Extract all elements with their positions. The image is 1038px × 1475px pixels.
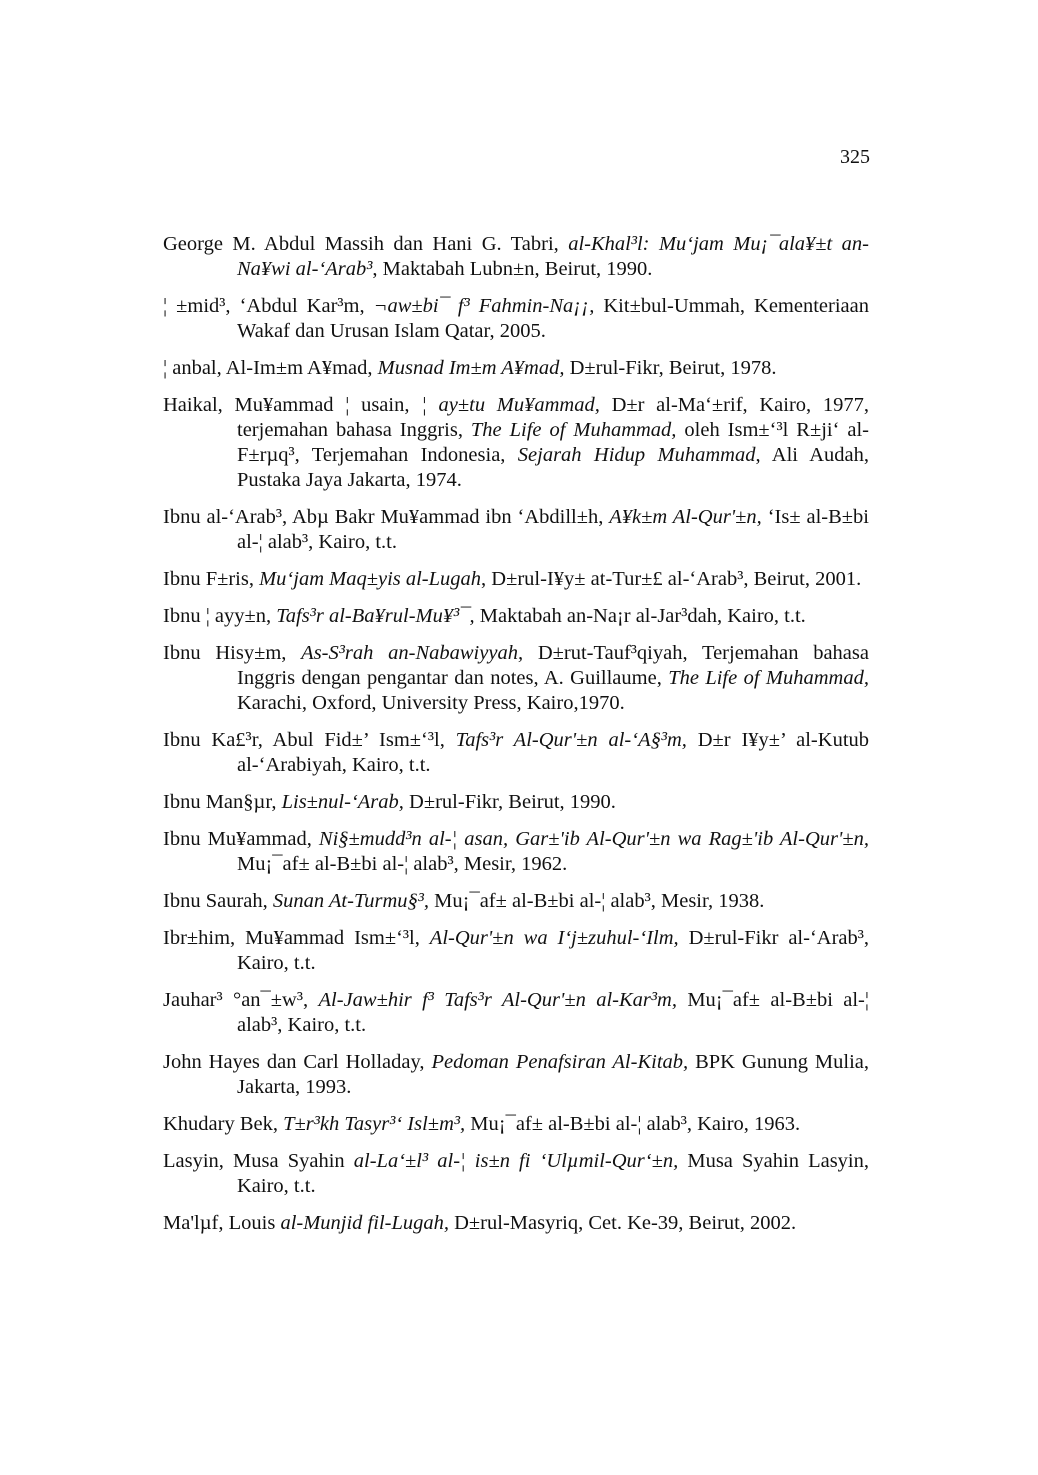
bibliography-list: [163, 232, 869, 1248]
bibliography-entry: Ibnu Hisy±m, As-S³rah an-Nabawiyyah, D±rut-Tauf³qiyah, Terjemahan bahasa Inggris dengan pengantar dan notes, A. Guillaume, The Life of Muhammad, Karachi, Oxford, University Press, Kairo,1970.: [163, 642, 869, 714]
bibliography-entry: Ma'lµf, Louis al-Munjid fil-Lugah, D±rul-Masyriq, Cet. Ke-39, Beirut, 2002.: [163, 1212, 797, 1234]
bibliography-entry: ¦ anbal, Al-Im±m A¥mad, Musnad Im±m A¥mad, D±rul-Fikr, Beirut, 1978.: [163, 357, 777, 379]
bibliography-entry: George M. Abdul Massih dan Hani G. Tabri, al-Khal³l: Mu‘jam Mu¡¯ala¥±t an-Na¥wi al-‘Arab³, Maktabah Lubn±n, Beirut, 1990.: [163, 233, 869, 280]
bibliography-entry: Ibnu Ka£³r, Abul Fid±’ Ism±‘³l, Tafs³r Al-Qur'±n al-‘A§³m, D±r I¥y±’ al-Kutub al-‘Arabiyah, Kairo, t.t.: [163, 729, 870, 776]
bibliography-entry: ¦ ±mid³, ‘Abdul Kar³m, ¬aw±bi¯ f³ Fahmin-Na¡¡, Kit±bul-Ummah, Kementeriaan Wakaf dan Urusan Islam Qatar, 2005.: [163, 295, 869, 342]
bibliography-entry: Jauhar³ °an¯±w³, Al-Jaw±hir f³ Tafs³r Al-Qur'±n al-Kar³m, Mu¡¯af± al-B±bi al-¦ alab³, Kairo, t.t.: [163, 989, 869, 1036]
bibliography-entry: Ibnu ¦ ayy±n, Tafs³r al-Ba¥rul-Mu¥³¯, Maktabah an-Na¡r al-Jar³dah, Kairo, t.t.: [163, 605, 806, 627]
bibliography-entry: Lasyin, Musa Syahin al-La‘±l³ al-¦ is±n fi ‘Ulµmil-Qur‘±n, Musa Syahin Lasyin, Kairo, t.t.: [163, 1150, 869, 1197]
bibliography-entry: Ibr±him, Mu¥ammad Ism±‘³l, Al-Qur'±n wa I‘j±zuhul-‘Ilm, D±rul-Fikr al-‘Arab³, Kairo, t.t.: [163, 927, 870, 974]
bibliography-entry: Ibnu Saurah, Sunan At-Turmu§³, Mu¡¯af± al-B±bi al-¦ alab³, Mesir, 1938.: [163, 890, 765, 912]
bibliography-entry: Khudary Bek, T±r³kh Tasyr³‘ Isl±m³, Mu¡¯af± al-B±bi al-¦ alab³, Kairo, 1963.: [163, 1113, 801, 1135]
page-number: 325: [840, 146, 870, 168]
bibliography-entry: Ibnu al-‘Arab³, Abµ Bakr Mu¥ammad ibn ‘Abdill±h, A¥k±m Al-Qur'±n, ‘Is± al-B±bi al-¦ alab³, Kairo, t.t.: [163, 506, 869, 553]
bibliography-entry: Ibnu Mu¥ammad, Ni§±mudd³n al-¦ asan, Gar±'ib Al-Qur'±n wa Rag±'ib Al-Qur'±n, Mu¡¯af± al-B±bi al-¦ alab³, Mesir, 1962.: [163, 828, 869, 875]
bibliography-entry: Haikal, Mu¥ammad ¦ usain, ¦ ay±tu Mu¥ammad, D±r al-Ma‘±rif, Kairo, 1977, terjemahan bahasa Inggris, The Life of Muhammad, oleh Ism±‘³l R±ji‘ al-F±rµq³, Terjemahan Indonesia, Sejarah Hidup Muhammad, Ali Audah, Pustaka Jaya Jakarta, 1974.: [163, 394, 870, 491]
bibliography-entry: Ibnu Man§µr, Lis±nul-‘Arab, D±rul-Fikr, Beirut, 1990.: [163, 791, 616, 813]
bibliography-entry: Ibnu F±ris, Mu‘jam Maq±yis al-Lugah, D±rul-I¥y± at-Tur±£ al-‘Arab³, Beirut, 2001.: [163, 568, 862, 590]
bibliography-entry: John Hayes dan Carl Holladay, Pedoman Penafsiran Al-Kitab, BPK Gunung Mulia, Jakarta, 1993.: [163, 1051, 869, 1098]
